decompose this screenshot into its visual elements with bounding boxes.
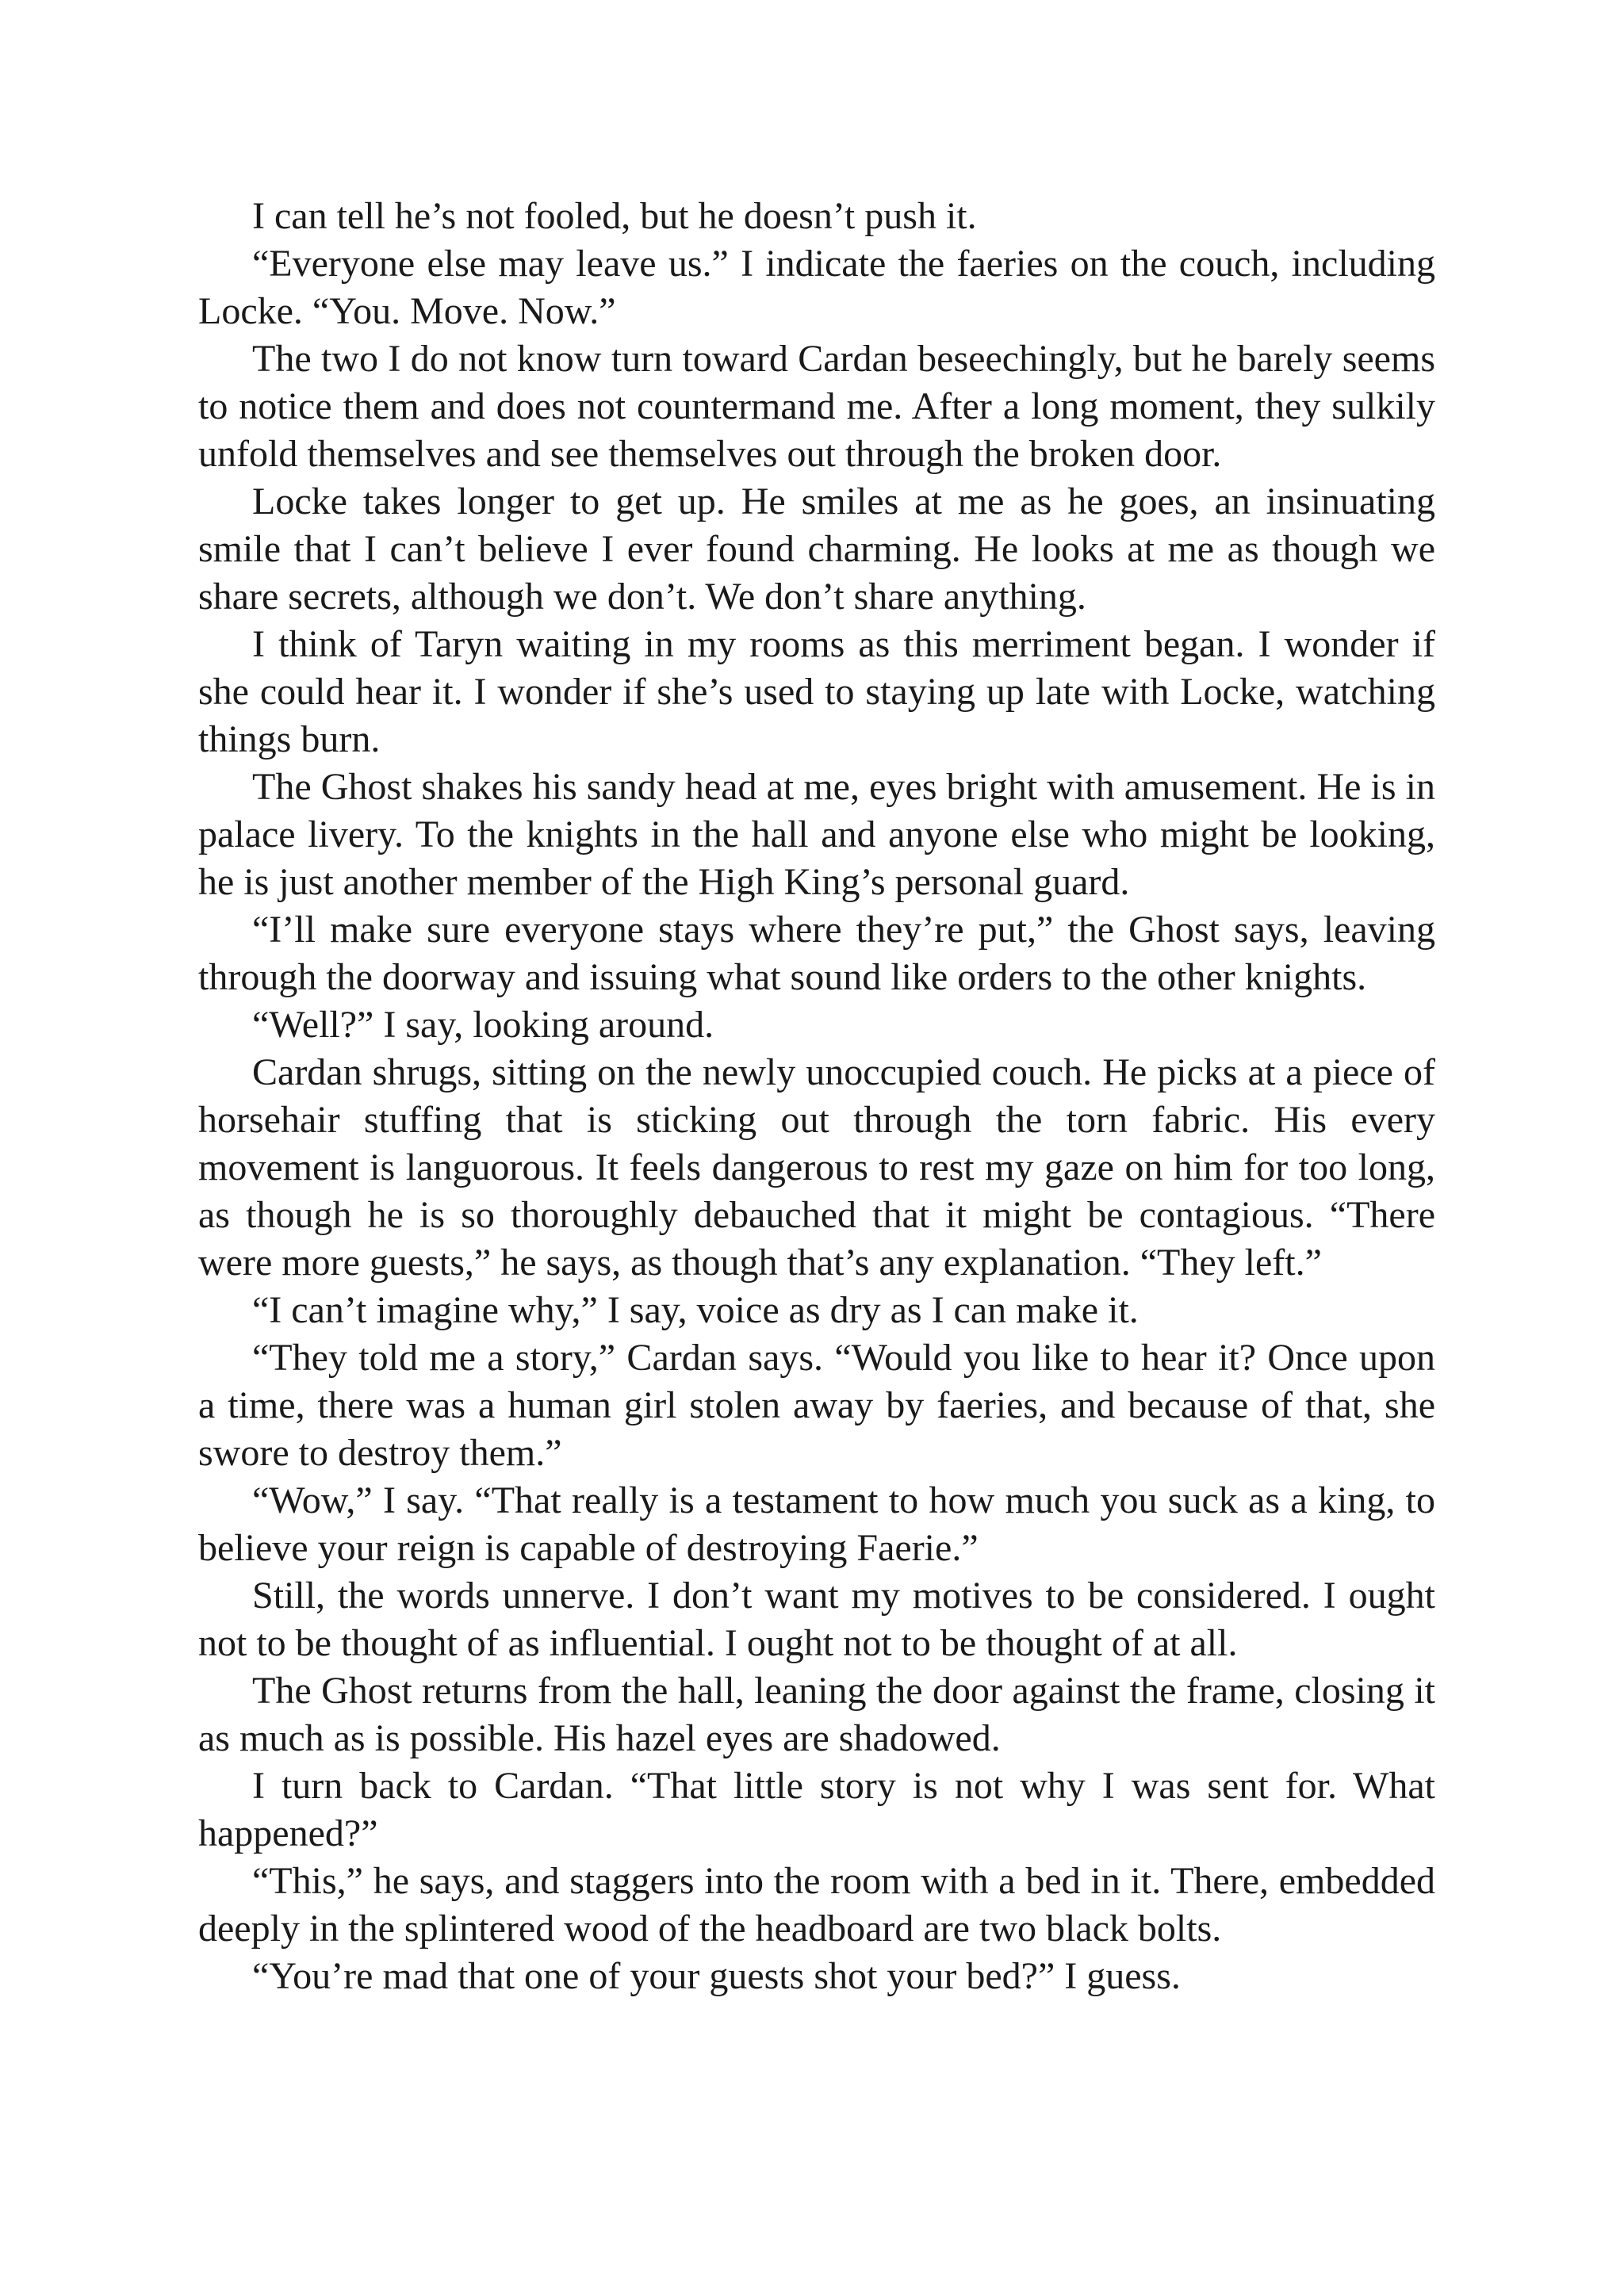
paragraph: The Ghost shakes his sandy head at me, eyes bright with amusement. He is in palace livery. To the knights in the hall and anyone else who might be looking, he is just another member of the High King’s personal guard.: [198, 766, 1435, 903]
paragraph: “Well?” I say, looking around.: [252, 1004, 714, 1046]
paragraph: I turn back to Cardan. “That little story is not why I was sent for. What happened?”: [198, 1765, 1435, 1854]
paragraph: I think of Taryn waiting in my rooms as this merriment began. I wonder if she could hear it. I wonder if she’s used to staying up late with Locke, watching things burn.: [198, 623, 1435, 760]
paragraph: “This,” he says, and staggers into the room with a bed in it. There, embedded deeply in the splintered wood of the headboard are two black bolts.: [198, 1860, 1435, 1950]
body-text: [198, 193, 1435, 2000]
paragraph: Locke takes longer to get up. He smiles at me as he goes, an insinuating smile that I can’t believe I ever found charming. He looks at me as though we share secrets, although we don’t. We don’t share anything.: [198, 480, 1435, 618]
paragraph: “I’ll make sure everyone stays where they’re put,” the Ghost says, leaving through the doorway and issuing what sound like orders to the other knights.: [198, 909, 1435, 998]
paragraph: The two I do not know turn toward Cardan beseechingly, but he barely seems to notice them and does not countermand me. After a long moment, they sulkily unfold themselves and see themselves out through the broken door.: [198, 338, 1435, 475]
paragraph: “Wow,” I say. “That really is a testament to how much you suck as a king, to believe your reign is capable of destroying Faerie.”: [198, 1479, 1435, 1569]
paragraph: “You’re mad that one of your guests shot your bed?” I guess.: [252, 1955, 1181, 1997]
paragraph: Cardan shrugs, sitting on the newly unoccupied couch. He picks at a piece of horsehair stuffing that is sticking out through the torn fabric. His every movement is languorous. It feels dangerous to rest my gaze on him for too long, as though he is so thoroughly debauched that it might be contagious. “There were more guests,” he says, as though that’s any explanation. “They left.”: [198, 1051, 1435, 1284]
paragraph: “They told me a story,” Cardan says. “Would you like to hear it? Once upon a time, there was a human girl stolen away by faeries, and because of that, she swore to destroy them.”: [198, 1337, 1435, 1474]
paragraph: The Ghost returns from the hall, leaning the door against the frame, closing it as much as is possible. His hazel eyes are shadowed.: [198, 1670, 1435, 1759]
paragraph: I can tell he’s not fooled, but he doesn’t push it.: [252, 195, 977, 237]
paragraph: “I can’t imagine why,” I say, voice as dry as I can make it.: [252, 1289, 1139, 1331]
paragraph: Still, the words unnerve. I don’t want my motives to be considered. I ought not to be thought of as influential. I ought not to be thought of at all.: [198, 1575, 1435, 1664]
paragraph: “Everyone else may leave us.” I indicate the faeries on the couch, including Locke. “You. Move. Now.”: [198, 243, 1435, 332]
